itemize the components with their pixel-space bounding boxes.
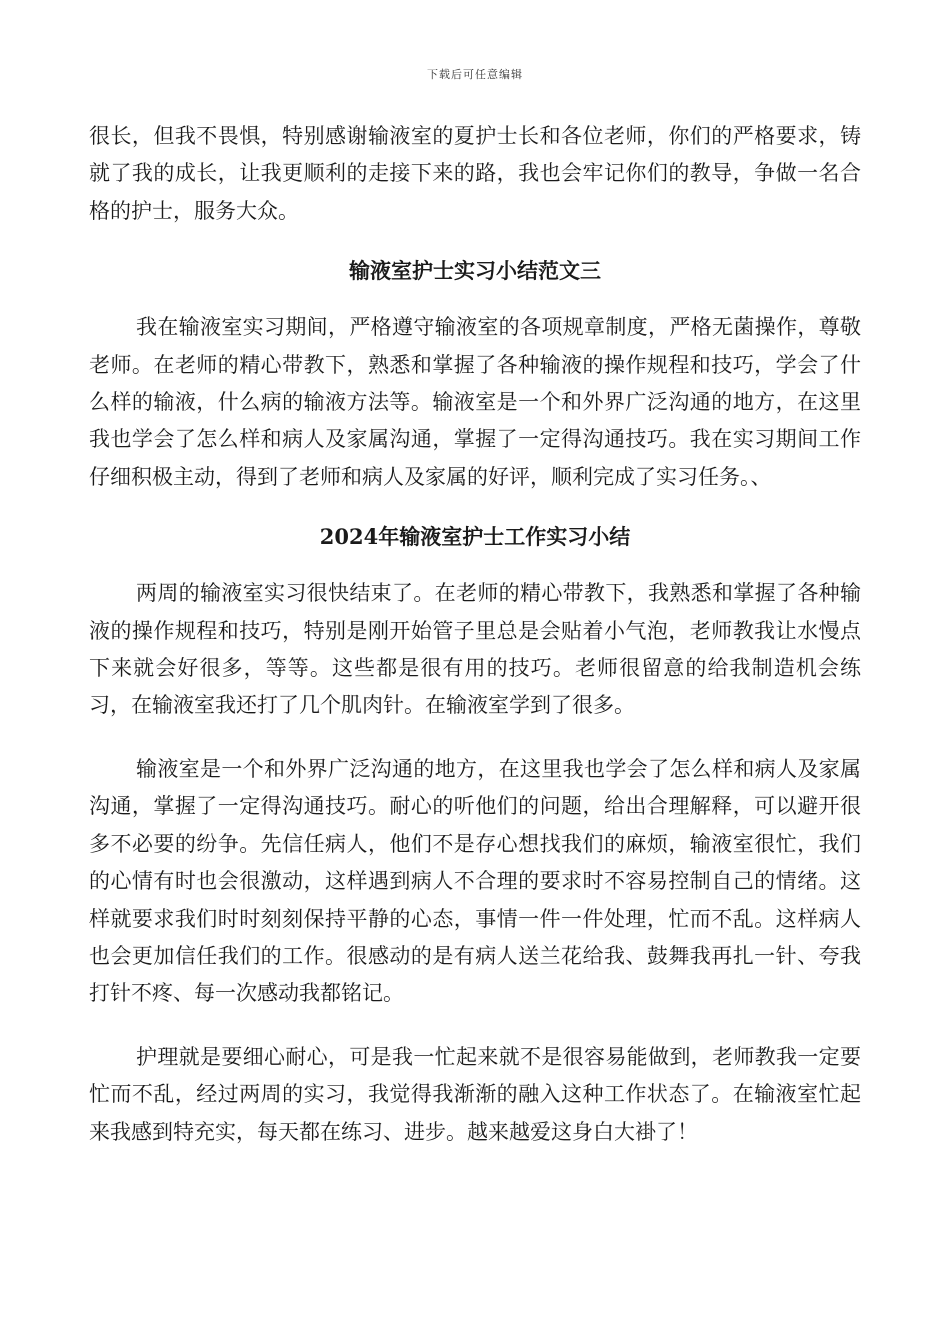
page-header-note: 下载后可任意编辑 (427, 68, 523, 81)
document-body (89, 118, 861, 1151)
section2-paragraph-1: 两周的输液室实习很快结束了。在老师的精心带教下，我熟悉和掌握了各种输液的操作规程和技巧，特别是刚开始管子里总是会贴着小气泡，老师教我让水慢点下来就会好很多，等等。这些都是很有用的技巧。老师很留意的给我制造机会练习，在输液室我还打了几个肌肉针。在输液室学到了很多。 (89, 581, 861, 718)
section1-paragraph: 我在输液室实习期间，严格遵守输液室的各项规章制度，严格无菌操作，尊敬老师。在老师的精心带教下，熟悉和掌握了各种输液的操作规程和技巧，学会了什么样的输液，什么病的输液方法等。输液室是一个和外界广泛沟通的地方，在这里我也学会了怎么样和病人及家属沟通，掌握了一定得沟通技巧。我在实习期间工作仔细积极主动，得到了老师和病人及家属的好评，顺利完成了实习任务。、 (89, 315, 861, 489)
section2-paragraph-2: 输液室是一个和外界广泛沟通的地方，在这里我也学会了怎么样和病人及家属沟通，掌握了一定得沟通技巧。耐心的听他们的问题，给出合理解释，可以避开很多不必要的纷争。先信任病人，他们不是存心想找我们的麻烦，输液室很忙，我们的心情有时也会很激动，这样遇到病人不合理的要求时不容易控制自己的情绪。这样就要求我们时时刻刻保持平静的心态，事情一件一件处理，忙而不乱。这样病人也会更加信任我们的工作。很感动的是有病人送兰花给我、鼓舞我再扎一针、夸我打针不疼、每一次感动我都铭记。 (89, 756, 861, 1006)
section-title-2024-summary: 2024年输液室护士工作实习小结 (319, 524, 631, 550)
intro-paragraph: 很长，但我不畏惧，特别感谢输液室的夏护士长和各位老师，你们的严格要求，铸就了我的成长，让我更顺利的走接下来的路，我也会牢记你们的教导，争做一名合格的护士，服务大众。 (89, 124, 861, 223)
section2-paragraph-3: 护理就是要细心耐心，可是我一忙起来就不是很容易能做到，老师教我一定要忙而不乱，经过两周的实习，我觉得我渐渐的融入这种工作状态了。在输液室忙起来我感到特充实，每天都在练习、进步。越来越爱这身白大褂了！ (89, 1044, 861, 1144)
section-title-fanwen-san: 输液室护士实习小结范文三 (349, 258, 601, 284)
